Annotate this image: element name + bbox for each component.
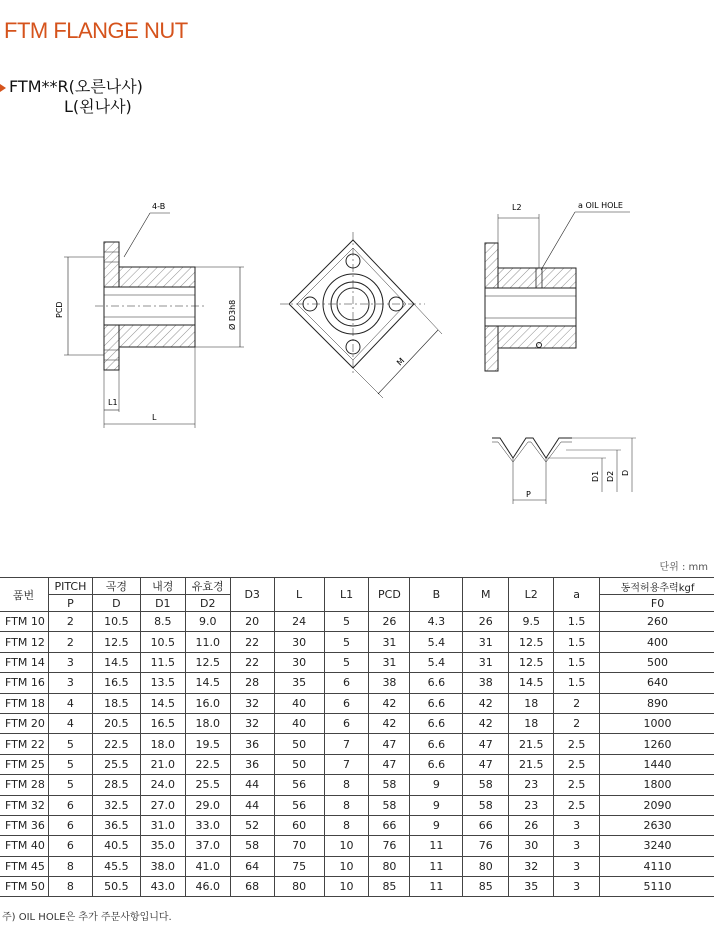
table-cell-part-no: FTM 22 [0, 734, 48, 754]
table-cell: 22.5 [92, 734, 140, 754]
header-l2: L2 [509, 578, 554, 612]
table-cell: 260 [600, 612, 714, 632]
table-cell: 47 [369, 754, 410, 774]
table-cell: 3 [48, 652, 92, 672]
table-cell: 2.5 [554, 795, 600, 815]
table-cell: 18 [509, 713, 554, 733]
table-cell: 6.6 [410, 673, 463, 693]
table-cell: 14.5 [185, 673, 230, 693]
table-cell: 58 [463, 795, 509, 815]
label-l1: L1 [108, 398, 118, 407]
table-cell: 40 [274, 713, 324, 733]
table-cell: 40.5 [92, 836, 140, 856]
table-cell: 2630 [600, 815, 714, 835]
table-cell: 14.5 [140, 693, 185, 713]
table-cell: 33.0 [185, 815, 230, 835]
table-cell: 5.4 [410, 652, 463, 672]
table-cell-part-no: FTM 50 [0, 877, 48, 897]
table-cell: 8 [48, 856, 92, 876]
table-cell: 1440 [600, 754, 714, 774]
table-cell: 26 [509, 815, 554, 835]
table-cell: 16.0 [185, 693, 230, 713]
table-cell: 30 [274, 652, 324, 672]
table-row [0, 713, 714, 733]
table-cell: 8 [324, 815, 369, 835]
table-row [0, 652, 714, 672]
table-cell: 25.5 [185, 775, 230, 795]
label-d3h8: Ø D3h8 [228, 299, 237, 330]
header-part-no: 품번 [0, 578, 48, 612]
table-row [0, 612, 714, 632]
table-cell: 44 [230, 795, 274, 815]
table-cell: 30 [274, 632, 324, 652]
spec-table [0, 577, 714, 897]
table-cell: 31 [463, 652, 509, 672]
table-cell: 24 [274, 612, 324, 632]
table-cell: 35 [274, 673, 324, 693]
table-cell: 25.5 [92, 754, 140, 774]
table-cell: 4.3 [410, 612, 463, 632]
header-outer-diameter: 곡경 [92, 578, 140, 595]
side-section-view [64, 213, 244, 428]
table-cell: 58 [369, 775, 410, 795]
table-cell: 32.5 [92, 795, 140, 815]
table-cell: 40 [274, 693, 324, 713]
table-cell: 9 [410, 815, 463, 835]
table-cell: 6 [324, 693, 369, 713]
table-cell-part-no: FTM 18 [0, 693, 48, 713]
table-cell: 8 [324, 795, 369, 815]
table-cell: 32 [509, 856, 554, 876]
table-cell: 12.5 [509, 652, 554, 672]
table-cell-part-no: FTM 40 [0, 836, 48, 856]
table-cell: 5 [48, 754, 92, 774]
table-cell: 47 [463, 754, 509, 774]
label-l: L [152, 413, 157, 422]
table-cell: 56 [274, 795, 324, 815]
table-cell: 3 [554, 836, 600, 856]
header-d: D [92, 595, 140, 612]
table-cell-part-no: FTM 32 [0, 795, 48, 815]
table-cell: 5 [324, 632, 369, 652]
table-cell: 41.0 [185, 856, 230, 876]
table-cell: 12.5 [92, 632, 140, 652]
table-row [0, 856, 714, 876]
table-cell: 22.5 [185, 754, 230, 774]
table-row [0, 734, 714, 754]
table-cell: 4110 [600, 856, 714, 876]
table-cell: 12.5 [509, 632, 554, 652]
table-cell: 2 [554, 713, 600, 733]
table-cell: 2.5 [554, 734, 600, 754]
spec-table-body [0, 612, 714, 897]
table-cell: 21.5 [509, 754, 554, 774]
table-cell: 66 [369, 815, 410, 835]
table-cell: 500 [600, 652, 714, 672]
table-cell: 23 [509, 775, 554, 795]
header-p: P [48, 595, 92, 612]
table-cell: 37.0 [185, 836, 230, 856]
table-cell: 6 [48, 815, 92, 835]
table-cell: 3 [48, 673, 92, 693]
table-cell-part-no: FTM 20 [0, 713, 48, 733]
table-cell: 28.5 [92, 775, 140, 795]
table-cell: 2 [48, 632, 92, 652]
table-cell: 3 [554, 877, 600, 897]
label-d1: D1 [591, 470, 600, 482]
table-cell: 19.5 [185, 734, 230, 754]
header-d2: D2 [185, 595, 230, 612]
table-cell: 44 [230, 775, 274, 795]
table-row [0, 795, 714, 815]
table-cell: 3240 [600, 836, 714, 856]
table-cell: 58 [230, 836, 274, 856]
label-d: D [621, 469, 630, 476]
table-cell: 18.5 [92, 693, 140, 713]
table-cell: 50 [274, 754, 324, 774]
table-cell: 32 [230, 713, 274, 733]
label-p: P [526, 490, 531, 499]
table-cell: 1.5 [554, 673, 600, 693]
table-cell: 58 [369, 795, 410, 815]
header-pitch: PITCH [48, 578, 92, 595]
table-cell: 27.0 [140, 795, 185, 815]
table-cell: 3 [554, 856, 600, 876]
table-cell: 11 [410, 856, 463, 876]
table-cell: 1.5 [554, 632, 600, 652]
table-cell: 5 [48, 775, 92, 795]
header-f0: F0 [600, 595, 714, 612]
table-cell: 16.5 [140, 713, 185, 733]
table-cell: 11.0 [185, 632, 230, 652]
table-cell: 68 [230, 877, 274, 897]
table-cell-part-no: FTM 12 [0, 632, 48, 652]
table-row [0, 754, 714, 774]
table-cell: 50.5 [92, 877, 140, 897]
table-cell: 7 [324, 734, 369, 754]
page-title: FTM FLANGE NUT [4, 18, 188, 43]
table-cell-part-no: FTM 45 [0, 856, 48, 876]
table-cell: 9 [410, 775, 463, 795]
table-row [0, 877, 714, 897]
table-cell: 45.5 [92, 856, 140, 876]
table-cell: 6.6 [410, 754, 463, 774]
table-cell: 2 [48, 612, 92, 632]
table-cell: 6 [324, 713, 369, 733]
table-cell: 890 [600, 693, 714, 713]
table-cell: 31.0 [140, 815, 185, 835]
table-cell: 18 [509, 693, 554, 713]
label-l2: L2 [512, 203, 522, 212]
table-cell: 64 [230, 856, 274, 876]
table-cell: 80 [274, 877, 324, 897]
header-effective-diameter: 유효경 [185, 578, 230, 595]
header-d3: D3 [230, 578, 274, 612]
front-view [280, 232, 442, 398]
table-cell: 1800 [600, 775, 714, 795]
unit-label: 단위 : mm [659, 562, 708, 573]
table-cell: 24.0 [140, 775, 185, 795]
table-cell: 16.5 [92, 673, 140, 693]
table-cell: 29.0 [185, 795, 230, 815]
table-cell: 9.0 [185, 612, 230, 632]
table-cell: 8 [324, 775, 369, 795]
subtitle-left-thread: L(왼나사) [64, 97, 132, 116]
table-cell: 640 [600, 673, 714, 693]
table-cell: 2090 [600, 795, 714, 815]
table-cell: 30 [509, 836, 554, 856]
table-cell: 8.5 [140, 612, 185, 632]
table-cell: 23 [509, 795, 554, 815]
table-cell: 6.6 [410, 693, 463, 713]
table-cell: 6.6 [410, 734, 463, 754]
table-cell: 400 [600, 632, 714, 652]
table-cell: 38 [369, 673, 410, 693]
table-cell: 5 [324, 652, 369, 672]
table-cell: 22 [230, 632, 274, 652]
table-cell: 66 [463, 815, 509, 835]
table-cell: 5 [48, 734, 92, 754]
table-cell: 80 [369, 856, 410, 876]
table-cell: 38.0 [140, 856, 185, 876]
table-cell: 20 [230, 612, 274, 632]
table-cell: 2 [554, 693, 600, 713]
table-cell: 56 [274, 775, 324, 795]
table-cell: 58 [463, 775, 509, 795]
table-cell: 2.5 [554, 775, 600, 795]
table-row [0, 775, 714, 795]
table-cell: 35.0 [140, 836, 185, 856]
table-cell: 11.5 [140, 652, 185, 672]
table-cell: 9.5 [509, 612, 554, 632]
subtitle-right-label: FTM**R(오른나사) [9, 77, 143, 96]
table-cell: 10 [324, 877, 369, 897]
table-cell: 13.5 [140, 673, 185, 693]
table-cell: 26 [463, 612, 509, 632]
table-cell: 38 [463, 673, 509, 693]
label-d2: D2 [606, 470, 615, 482]
header-l: L [274, 578, 324, 612]
table-cell: 20.5 [92, 713, 140, 733]
table-cell: 76 [463, 836, 509, 856]
table-cell: 10 [324, 856, 369, 876]
header-d1: D1 [140, 595, 185, 612]
table-cell: 10.5 [92, 612, 140, 632]
table-cell: 80 [463, 856, 509, 876]
header-m: M [463, 578, 509, 612]
table-cell: 52 [230, 815, 274, 835]
header-dynamic-thrust: 동적허용추력kgf [600, 578, 714, 595]
table-cell: 5110 [600, 877, 714, 897]
header-pcd: PCD [369, 578, 410, 612]
table-cell-part-no: FTM 25 [0, 754, 48, 774]
table-cell: 5 [324, 612, 369, 632]
footnote: 주) OIL HOLE은 추가 주문사항입니다. [2, 912, 172, 923]
label-4b: 4-B [152, 202, 166, 211]
table-cell: 4 [48, 713, 92, 733]
table-cell: 35 [509, 877, 554, 897]
table-cell-part-no: FTM 16 [0, 673, 48, 693]
table-cell: 1000 [600, 713, 714, 733]
table-cell: 31 [369, 632, 410, 652]
table-cell: 85 [463, 877, 509, 897]
table-cell: 6.6 [410, 713, 463, 733]
table-cell: 10.5 [140, 632, 185, 652]
header-l1: L1 [324, 578, 369, 612]
table-cell: 8 [48, 877, 92, 897]
table-row [0, 815, 714, 835]
table-cell: 75 [274, 856, 324, 876]
table-cell: 76 [369, 836, 410, 856]
table-cell: 36 [230, 754, 274, 774]
table-cell: 28 [230, 673, 274, 693]
table-cell: 31 [463, 632, 509, 652]
table-cell: 4 [48, 693, 92, 713]
table-cell: 60 [274, 815, 324, 835]
table-row [0, 632, 714, 652]
table-cell: 10 [324, 836, 369, 856]
table-cell: 6 [48, 795, 92, 815]
table-row [0, 673, 714, 693]
table-cell-part-no: FTM 36 [0, 815, 48, 835]
table-cell: 1260 [600, 734, 714, 754]
table-cell: 14.5 [509, 673, 554, 693]
table-cell: 18.0 [185, 713, 230, 733]
table-cell: 18.0 [140, 734, 185, 754]
table-cell: 5.4 [410, 632, 463, 652]
table-cell: 1.5 [554, 612, 600, 632]
table-cell: 46.0 [185, 877, 230, 897]
table-cell: 9 [410, 795, 463, 815]
table-cell-part-no: FTM 10 [0, 612, 48, 632]
table-cell: 85 [369, 877, 410, 897]
table-cell: 11 [410, 836, 463, 856]
table-cell: 36.5 [92, 815, 140, 835]
table-cell: 12.5 [185, 652, 230, 672]
table-cell: 21.5 [509, 734, 554, 754]
label-m: M [395, 356, 407, 368]
header-b: B [410, 578, 463, 612]
table-cell-part-no: FTM 14 [0, 652, 48, 672]
table-cell: 42 [369, 693, 410, 713]
table-cell: 3 [554, 815, 600, 835]
table-cell: 22 [230, 652, 274, 672]
label-pcd: PCD [55, 301, 64, 318]
table-cell: 42 [463, 693, 509, 713]
header-inner-diameter: 내경 [140, 578, 185, 595]
table-cell: 43.0 [140, 877, 185, 897]
table-cell: 7 [324, 754, 369, 774]
table-cell: 14.5 [92, 652, 140, 672]
table-cell: 47 [463, 734, 509, 754]
table-cell: 26 [369, 612, 410, 632]
table-cell: 32 [230, 693, 274, 713]
table-cell: 6 [324, 673, 369, 693]
table-cell: 42 [369, 713, 410, 733]
table-cell: 31 [369, 652, 410, 672]
header-a: a [554, 578, 600, 612]
table-cell: 36 [230, 734, 274, 754]
table-cell: 2.5 [554, 754, 600, 774]
table-cell: 11 [410, 877, 463, 897]
table-cell: 50 [274, 734, 324, 754]
table-cell-part-no: FTM 28 [0, 775, 48, 795]
table-row [0, 836, 714, 856]
table-cell: 70 [274, 836, 324, 856]
table-cell: 47 [369, 734, 410, 754]
table-cell: 1.5 [554, 652, 600, 672]
label-oil-hole: a OIL HOLE [578, 201, 623, 210]
table-cell: 21.0 [140, 754, 185, 774]
right-section-view [485, 212, 630, 371]
table-cell: 6 [48, 836, 92, 856]
table-cell: 42 [463, 713, 509, 733]
table-row [0, 693, 714, 713]
